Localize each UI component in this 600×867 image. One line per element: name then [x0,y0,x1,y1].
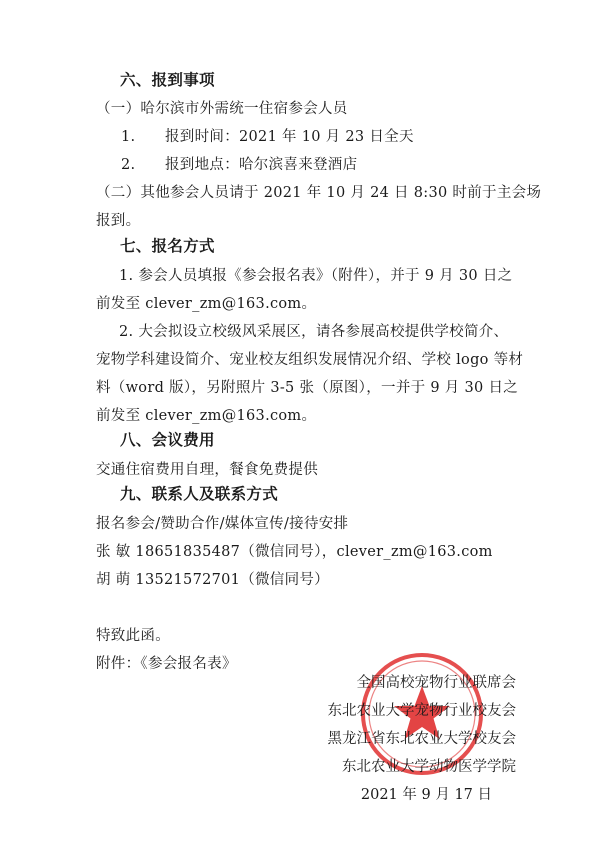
closing-text: 特致此函。 [96,628,170,644]
section9-contact2: 胡 萌 13521572701（微信同号） [96,572,329,588]
section9-heading: 九、联系人及联系方式 [120,485,279,503]
section7-p2-line2: 宠物学科建设简介、宠业校友组织发展情况介绍、学校 logo 等材 [96,352,524,368]
section6-heading: 六、报到事项 [120,71,215,89]
section7-p2-line3: 料（word 版），另附照片 3-5 张（原图），一并于 9 月 30 日之 [96,380,519,396]
section7-p2-line4: 前发至 clever_zm@163.com。 [96,408,317,424]
signature-line-2: 东北农业大学宠物行业校友会 [327,703,516,719]
section7-p2-line1: 2. 大会拟设立校级风采展区，请各参展高校提供学校简介、 [119,324,509,340]
section9-roles: 报名参会/赞助合作/媒体宣传/接待安排 [96,516,349,532]
item1-text: 报到时间：2021 年 10 月 23 日全天 [165,129,414,145]
letter-date: 2021 年 9 月 17 日 [360,787,492,803]
item2-number: 2. [121,157,136,173]
signature-line-3: 黑龙江省东北农业大学校友会 [327,731,516,747]
section6-sub1: （一）哈尔滨市外需统一住宿参会人员 [96,101,348,117]
section6-sub2-line2: 报到。 [96,213,141,229]
item1-number: 1. [121,129,136,145]
attachment-line: 附件：《参会报名表》 [96,656,237,672]
section7-p1-line1: 1. 参会人员填报《参会报名表》（附件），并于 9 月 30 日之 [119,268,513,284]
signature-line-4: 东北农业大学动物医学学院 [342,759,516,775]
section6-item1 [121,127,414,147]
section8-heading: 八、会议费用 [120,431,215,449]
section6-item2 [121,155,357,175]
section7-heading: 七、报名方式 [120,237,215,255]
signature-line-1: 全国高校宠物行业联席会 [356,675,516,691]
section7-p1-line2: 前发至 clever_zm@163.com。 [96,296,317,312]
section8-text: 交通住宿费用自理，餐食免费提供 [96,462,318,478]
section9-contact1: 张 敏 18651835487（微信同号），clever_zm@163.com [96,544,493,560]
item2-text: 报到地点：哈尔滨喜来登酒店 [165,157,358,173]
section6-sub2-line1: （二）其他参会人员请于 2021 年 10 月 24 日 8:30 时前于主会场 [96,185,542,201]
